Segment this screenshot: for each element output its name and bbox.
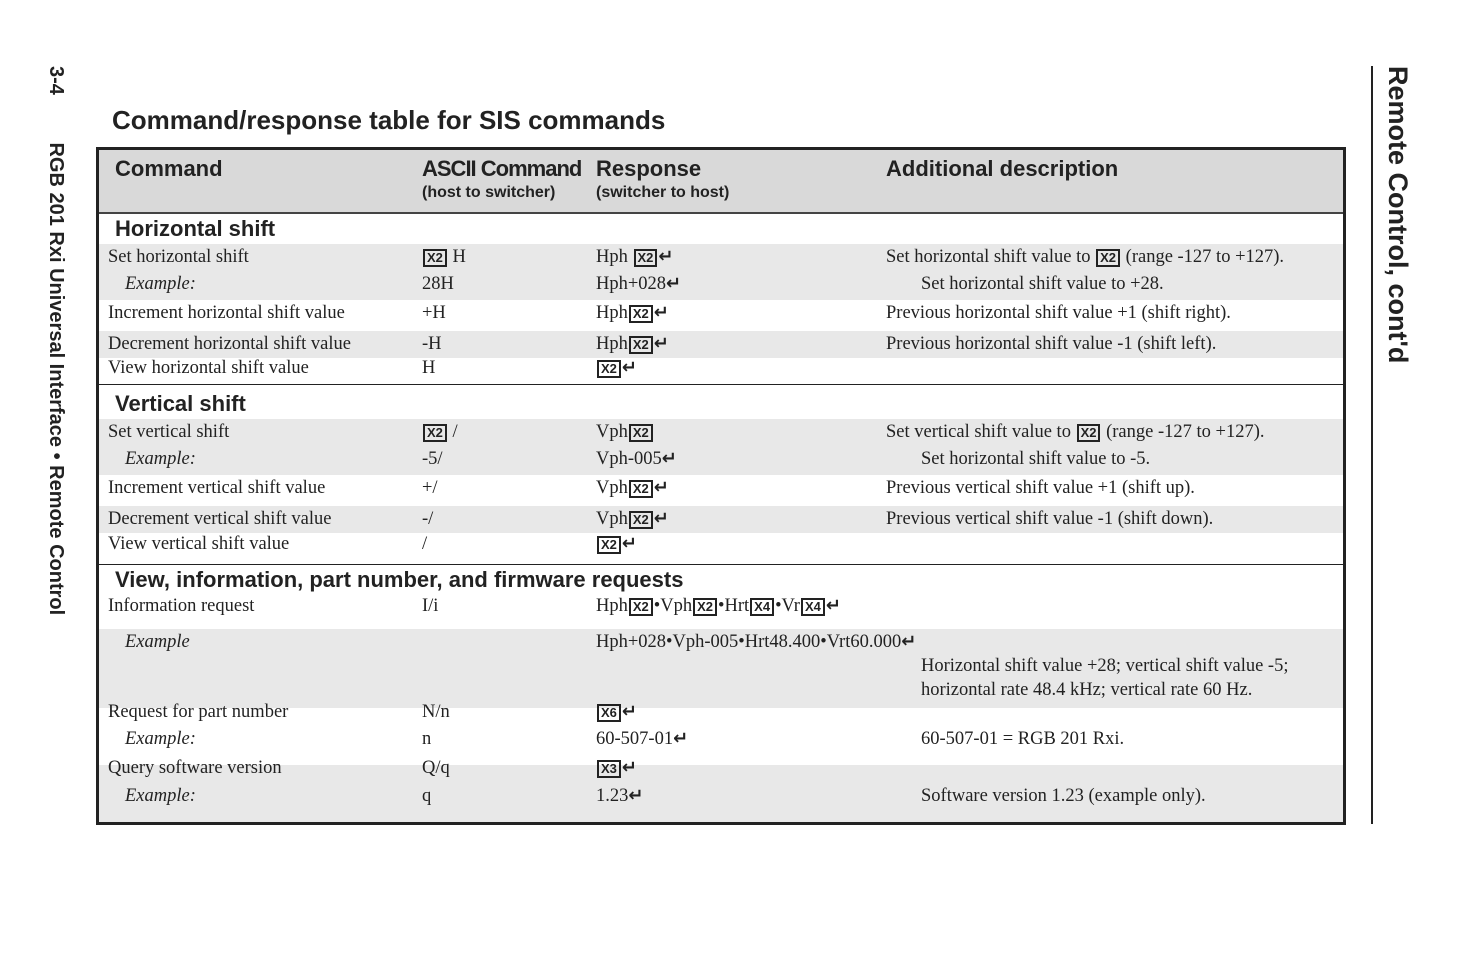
table-cell: X2 / bbox=[422, 419, 458, 445]
table-cell: Vph X2 bbox=[596, 419, 654, 445]
table-cell: n bbox=[422, 729, 432, 749]
variable-box: X2 bbox=[629, 305, 653, 323]
table-cell: Hph X2 ↵ bbox=[596, 246, 674, 267]
table-cell: Q/q bbox=[422, 758, 450, 778]
table-cell: View vertical shift value bbox=[108, 534, 290, 554]
variable-box: X2 bbox=[1096, 249, 1120, 267]
table-cell: Example bbox=[125, 632, 190, 652]
table-cell: 60-507-01↵ bbox=[596, 728, 689, 749]
variable-box: X2 bbox=[634, 249, 658, 267]
table-cell: 28H bbox=[422, 274, 454, 294]
table-row bbox=[99, 271, 1343, 300]
table-cell: Software version 1.23 (example only). bbox=[921, 786, 1206, 806]
table-cell: Horizontal shift value +28; vertical shift value -5; bbox=[921, 656, 1289, 676]
table-row bbox=[99, 300, 1343, 327]
command-table bbox=[96, 147, 1346, 825]
variable-box: X2 bbox=[423, 249, 447, 267]
table-cell: / bbox=[422, 534, 428, 554]
variable-box: X2 bbox=[629, 424, 653, 442]
return-icon: ↵ bbox=[653, 477, 669, 498]
table-cell: Example: bbox=[125, 274, 196, 294]
table-cell: Example: bbox=[125, 449, 196, 469]
variable-box: X2 bbox=[629, 480, 653, 498]
return-icon: ↵ bbox=[658, 246, 674, 267]
table-row bbox=[99, 331, 1343, 358]
table-cell: Query software version bbox=[108, 758, 282, 778]
table-cell: H bbox=[422, 358, 436, 378]
table-cell: Additional description bbox=[886, 156, 1119, 181]
table-cell: 1.23↵ bbox=[596, 785, 644, 806]
table-cell bbox=[596, 531, 637, 557]
table-cell: Request for part number bbox=[108, 702, 289, 722]
table-row bbox=[99, 446, 1343, 475]
table-cell: Set horizontal shift value to X2 (range -127 to +127). bbox=[886, 247, 1285, 267]
variable-box: X4 bbox=[750, 598, 774, 616]
table-header bbox=[99, 150, 1343, 214]
table-cell: Set horizontal shift bbox=[108, 247, 249, 267]
return-icon: ↵ bbox=[661, 448, 677, 469]
table-cell: Command bbox=[115, 156, 223, 181]
return-icon: ↵ bbox=[621, 357, 637, 378]
variable-box: X2 bbox=[597, 536, 621, 554]
table-cell: Set vertical shift value to X2 (range -127 to +127). bbox=[886, 422, 1265, 442]
page-number: 3-4 bbox=[45, 66, 67, 95]
variable-box: X3 bbox=[597, 760, 621, 778]
header-ascii bbox=[422, 156, 581, 202]
return-icon: ↵ bbox=[621, 757, 637, 778]
table-cell: Hph+028↵ bbox=[596, 273, 682, 294]
table-row bbox=[99, 757, 1343, 822]
table-cell: Response bbox=[596, 156, 702, 181]
header-description bbox=[886, 156, 1118, 182]
table-cell: Decrement horizontal shift value bbox=[108, 334, 351, 354]
table-row bbox=[99, 593, 1343, 620]
table-row bbox=[99, 244, 1343, 271]
variable-box: X2 bbox=[629, 336, 653, 354]
return-icon: ↵ bbox=[901, 631, 917, 652]
table-row bbox=[99, 629, 1343, 708]
table-cell: +/ bbox=[422, 478, 438, 498]
table-cell: -H bbox=[422, 334, 442, 354]
table-row bbox=[99, 419, 1343, 446]
table-cell: Hph X2 ↵ bbox=[596, 333, 669, 354]
variable-box: X2 bbox=[423, 424, 447, 442]
table-cell: Increment horizontal shift value bbox=[108, 303, 345, 323]
table-row bbox=[99, 506, 1343, 533]
table-row bbox=[99, 531, 1343, 558]
table-row bbox=[99, 475, 1343, 504]
variable-box: X2 bbox=[693, 598, 717, 616]
header-command bbox=[115, 156, 223, 182]
return-icon: ↵ bbox=[673, 728, 689, 749]
table-cell: Previous horizontal shift value -1 (shift left). bbox=[886, 334, 1217, 354]
table-cell: Set horizontal shift value to +28. bbox=[921, 274, 1164, 294]
section-view-requests: View, information, part number, and firmware requests bbox=[115, 567, 684, 592]
return-icon: ↵ bbox=[653, 333, 669, 354]
table-cell: -/ bbox=[422, 509, 434, 529]
table-cell: Vph X2 ↵ bbox=[596, 477, 669, 498]
table-cell: q bbox=[422, 786, 432, 806]
table-cell: Previous vertical shift value -1 (shift down). bbox=[886, 509, 1214, 529]
table-cell: horizontal rate 48.4 kHz; vertical rate 60 Hz. bbox=[921, 680, 1253, 700]
table-cell: Hph X2 •Vph X2 •Hrt X4 •Vr X4 ↵ bbox=[596, 595, 841, 616]
table-cell: Previous horizontal shift value +1 (shift right). bbox=[886, 303, 1231, 323]
table-cell: Example: bbox=[125, 786, 196, 806]
section-divider bbox=[99, 384, 1343, 385]
table-cell: Set vertical shift bbox=[108, 422, 230, 442]
return-icon: ↵ bbox=[666, 273, 682, 294]
table-row bbox=[99, 355, 1343, 382]
table-cell: (host to switcher) bbox=[422, 184, 556, 201]
variable-box: X2 bbox=[629, 598, 653, 616]
return-icon: ↵ bbox=[653, 508, 669, 529]
table-cell: Set horizontal shift value to -5. bbox=[921, 449, 1151, 469]
table-cell bbox=[596, 755, 637, 781]
table-cell: Increment vertical shift value bbox=[108, 478, 326, 498]
side-label bbox=[44, 66, 67, 615]
table-row bbox=[99, 699, 1343, 726]
chapter-label: Remote Control, cont'd bbox=[1383, 66, 1413, 364]
table-cell: X2 H bbox=[422, 244, 466, 270]
page-title: Command/response table for SIS commands bbox=[112, 105, 666, 135]
table-row bbox=[99, 726, 1343, 753]
table-cell: I/i bbox=[422, 596, 439, 616]
table-cell: ASCII Command bbox=[422, 156, 582, 181]
variable-box: X2 bbox=[1077, 424, 1101, 442]
return-icon: ↵ bbox=[653, 302, 669, 323]
document-title-vertical: RGB 201 Rxi Universal Interface • Remote Control bbox=[45, 142, 67, 616]
table-cell: (switcher to host) bbox=[596, 184, 730, 201]
table-cell bbox=[596, 699, 637, 725]
section-divider bbox=[99, 564, 1343, 565]
return-icon: ↵ bbox=[621, 533, 637, 554]
table-cell: -5/ bbox=[422, 449, 443, 469]
margin-rule bbox=[1371, 66, 1373, 824]
table-cell: Hph+028•Vph-005•Hrt48.400•Vrt60.000↵ bbox=[596, 631, 917, 652]
variable-box: X4 bbox=[801, 598, 825, 616]
variable-box: X6 bbox=[597, 704, 621, 722]
table-cell: Decrement vertical shift value bbox=[108, 509, 332, 529]
table-cell: +H bbox=[422, 303, 446, 323]
return-icon: ↵ bbox=[628, 785, 644, 806]
section-vertical-shift: Vertical shift bbox=[115, 391, 246, 416]
table-cell: View horizontal shift value bbox=[108, 358, 309, 378]
table-cell: Previous vertical shift value +1 (shift up). bbox=[886, 478, 1195, 498]
table-cell: Vph-005↵ bbox=[596, 448, 677, 469]
variable-box: X2 bbox=[597, 360, 621, 378]
section-horizontal-shift: Horizontal shift bbox=[115, 216, 276, 241]
return-icon: ↵ bbox=[621, 701, 637, 722]
table-cell: 60-507-01 = RGB 201 Rxi. bbox=[921, 729, 1125, 749]
table-cell: N/n bbox=[422, 702, 450, 722]
return-icon: ↵ bbox=[825, 595, 841, 616]
header-response bbox=[596, 156, 729, 202]
table-cell: Information request bbox=[108, 596, 255, 616]
table-cell: Example: bbox=[125, 729, 196, 749]
table-cell: Hph X2 ↵ bbox=[596, 302, 669, 323]
table-cell: Vph X2 ↵ bbox=[596, 508, 669, 529]
table-cell bbox=[596, 355, 637, 381]
variable-box: X2 bbox=[629, 511, 653, 529]
